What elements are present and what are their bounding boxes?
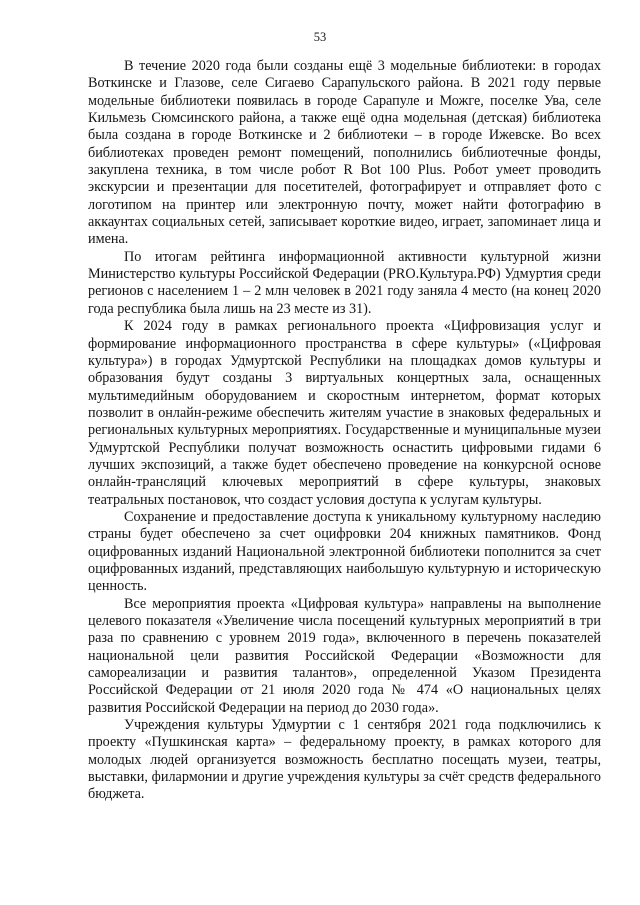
page-number: 53: [313, 30, 327, 44]
paragraph-heritage-digitization: Сохранение и предоставление доступа к уникальному культурному наследию страны будет обеспечено за счет оцифровки 204 книжных памятников. Фонд оцифрованных изданий Национальной электронной библиотеки пополнится за счет оцифрованных изданий, представляющих наибольшую культурную и историческую ценность.: [88, 508, 601, 595]
paragraph-pushkin-card: Учреждения культуры Удмуртии с 1 сентября 2021 года подключились к проекту «Пушкинская карта» – федеральному проекту, в рамках которого для молодых людей организуется возможность бесплатно посещать музеи, театры, выставки, филармонии и другие учреждения культуры за счёт средств федерального бюджета.: [88, 717, 601, 803]
paragraph-rating: По итогам рейтинга информационной активности культурной жизни Министерство культуры Российской Федерации (PRO.Культура.РФ) Удмуртия среди регионов с населением 1 – 2 млн человек в 2021 году заняла 4 место (на конец 2020 года республика была лишь на 23 месте из 31).: [88, 248, 601, 317]
paragraph-digital-culture: К 2024 году в рамках регионального проекта «Цифровизация услуг и формирование информационного пространства в сфере культуры» («Цифровая культура») в городах Удмуртской Республики на площадках домов культуры и образования будут созданы 3 виртуальных концертных зала, оснащенных мультимедийным оборудованием и скоростным интернетом, формат которых позволит в онлайн-режиме обеспечить жителям участие в знаковых федеральных и региональных культурных мероприятиях. Государственные и муниципальные музеи Удмуртской Республики получат возможность оснастить цифровыми гидами 6 лучших экспозиций, а также будет обеспечено проведение на конкурсной основе онлайн-трансляций ключевых мероприятий в сфере культуры, знаковых театральных постановок, что создаст условия доступа к услугам культуры.: [88, 318, 601, 508]
document-body: [88, 58, 601, 804]
paragraph-project-goals: Все мероприятия проекта «Цифровая культура» направлены на выполнение целевого показателя «Увеличение числа посещений культурных мероприятий в три раза по сравнению с уровнем 2019 года», включенного в перечень показателей национальной цели развития Российской Федерации «Возможности для самореализации и развития талантов», определенной Указом Президента Российской Федерации от 21 июля 2020 года № 474 «О национальных целях развития Российской Федерации на период до 2030 года».: [88, 595, 601, 716]
paragraph-model-libraries: В течение 2020 года были созданы ещё 3 модельные библиотеки: в городах Воткинске и Глазове, селе Сигаево Сарапульского района. В 2021 году первые модельные библиотеки появилась в городе Сарапуле и Можге, поселке Ува, селе Кильмезь Сюмсинского района, а также ещё одна модельная (детская) библиотека была создана в городе Воткинске и 2 библиотеки – в городе Ижевске. Во всех библиотеках проведен ремонт помещений, пополнились библиотечные фонды, закуплена техника, в том числе робот R Bot 100 Plus. Робот умеет проводить экскурсии и презентации для посетителей, фотографирует и отправляет фото с логотипом на принтер или электронную почту, может найти фотографию в аккаунтах социальных сетей, записывает короткие видео, играет, запоминает лица и имена.: [88, 58, 601, 248]
